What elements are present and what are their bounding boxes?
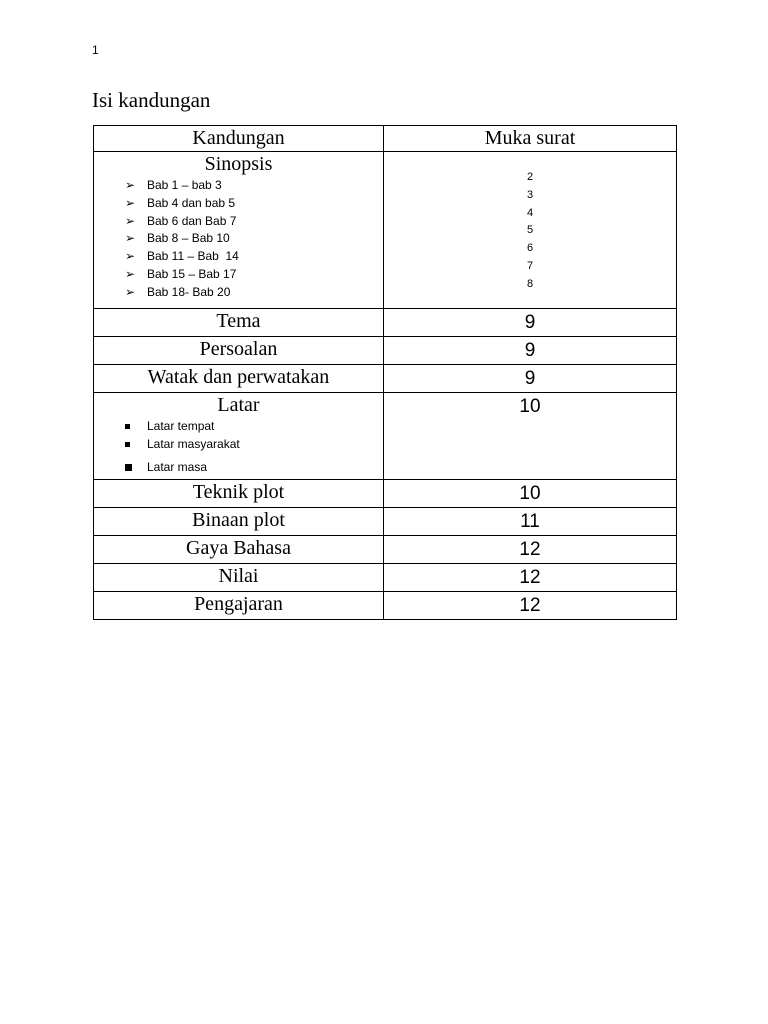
latar-item: Latar tempat: [147, 419, 215, 433]
row-label: Teknik plot: [192, 481, 285, 503]
sinopsis-cell: [94, 152, 384, 309]
arrow-bullet-icon: ➢: [125, 249, 136, 264]
arrow-bullet-icon: ➢: [125, 213, 136, 228]
square-bullet-icon: [125, 418, 147, 436]
list-item: [125, 284, 383, 302]
sinopsis-label: Sinopsis: [204, 153, 273, 175]
row-label: Pengajaran: [194, 593, 283, 615]
list-item: [125, 459, 383, 477]
sinopsis-item: Bab 11 – Bab 14: [147, 249, 239, 264]
table-row: [94, 480, 677, 508]
table-row-latar: [94, 393, 677, 480]
list-item: [125, 230, 383, 248]
latar-item: Latar masyarakat: [147, 436, 240, 451]
arrow-bullet-icon: ➢: [125, 266, 136, 281]
sinopsis-pages-list: [384, 169, 676, 294]
list-item: [125, 213, 383, 231]
content-cell: [94, 564, 384, 592]
row-page: 10: [519, 483, 541, 504]
row-label: Nilai: [218, 565, 259, 587]
table-row: [94, 536, 677, 564]
row-label: Persoalan: [199, 338, 278, 360]
table-header-row: [94, 126, 677, 152]
content-cell: [94, 365, 384, 393]
content-cell: [94, 592, 384, 620]
list-item: [125, 436, 383, 454]
page-cell: [384, 480, 677, 508]
page-number-item: 3: [526, 188, 534, 201]
sinopsis-pages-cell: [384, 152, 677, 309]
content-cell: [94, 480, 384, 508]
document-title: Isi kandungan: [92, 88, 211, 112]
list-item: [125, 418, 383, 436]
table-row-sinopsis: [94, 152, 677, 309]
content-cell: [94, 309, 384, 337]
page-number-item: 5: [526, 224, 534, 237]
content-cell: [94, 508, 384, 536]
content-cell: [94, 337, 384, 365]
list-item: [125, 177, 383, 195]
list-item: [125, 195, 383, 213]
latar-label: Latar: [217, 394, 260, 416]
page-number: 1: [92, 43, 99, 57]
arrow-bullet-icon: ➢: [125, 284, 136, 299]
table-row: [94, 309, 677, 337]
latar-cell: [94, 393, 384, 480]
sinopsis-item: Bab 4 dan bab 5: [147, 195, 236, 210]
latar-list: [94, 418, 383, 476]
content-cell: [94, 536, 384, 564]
page-cell: [384, 564, 677, 592]
page-number-item: 4: [526, 206, 534, 219]
row-label: Binaan plot: [192, 509, 285, 531]
page-cell: [384, 309, 677, 337]
page-cell: [384, 536, 677, 564]
table-row: [94, 508, 677, 536]
page-number-item: 7: [526, 259, 534, 272]
row-page: 12: [519, 567, 541, 588]
row-label: Watak dan perwatakan: [147, 366, 330, 388]
header-page: Muka surat: [384, 126, 677, 152]
arrow-bullet-icon: ➢: [125, 178, 136, 192]
row-page: 11: [520, 511, 540, 532]
page-cell: [384, 592, 677, 620]
page-number-item: 2: [526, 171, 534, 183]
row-page: 9: [524, 312, 536, 333]
sinopsis-item: Bab 18- Bab 20: [147, 284, 231, 299]
sinopsis-item: Bab 6 dan Bab 7: [147, 213, 237, 228]
sinopsis-item: Bab 8 – Bab 10: [147, 231, 230, 246]
latar-page-cell: [384, 393, 677, 480]
table-row: [94, 592, 677, 620]
row-page: 9: [524, 368, 536, 389]
latar-item: Latar masa: [147, 459, 208, 474]
sinopsis-item: Bab 1 – bab 3: [147, 178, 222, 192]
table-row: [94, 564, 677, 592]
list-item: [125, 248, 383, 266]
table-row: [94, 365, 677, 393]
page-cell: [384, 337, 677, 365]
arrow-bullet-icon: ➢: [125, 231, 136, 246]
sinopsis-item: Bab 15 – Bab 17: [147, 266, 237, 281]
row-page: 12: [519, 595, 541, 616]
row-page: 9: [524, 340, 536, 361]
table-of-contents: [93, 125, 677, 620]
page-number-item: 8: [526, 277, 534, 290]
latar-page: 10: [519, 396, 541, 417]
arrow-bullet-icon: ➢: [125, 195, 136, 210]
row-label: Gaya Bahasa: [186, 537, 291, 559]
page-cell: [384, 365, 677, 393]
list-item: [125, 266, 383, 284]
row-page: 12: [519, 539, 541, 560]
sinopsis-list: [94, 177, 383, 302]
square-bullet-icon: [125, 459, 147, 477]
page-number-item: 6: [526, 242, 534, 255]
row-label: Tema: [216, 310, 261, 332]
table-row: [94, 337, 677, 365]
page-cell: [384, 508, 677, 536]
header-content: Kandungan: [94, 126, 384, 152]
square-bullet-icon: [125, 436, 147, 454]
